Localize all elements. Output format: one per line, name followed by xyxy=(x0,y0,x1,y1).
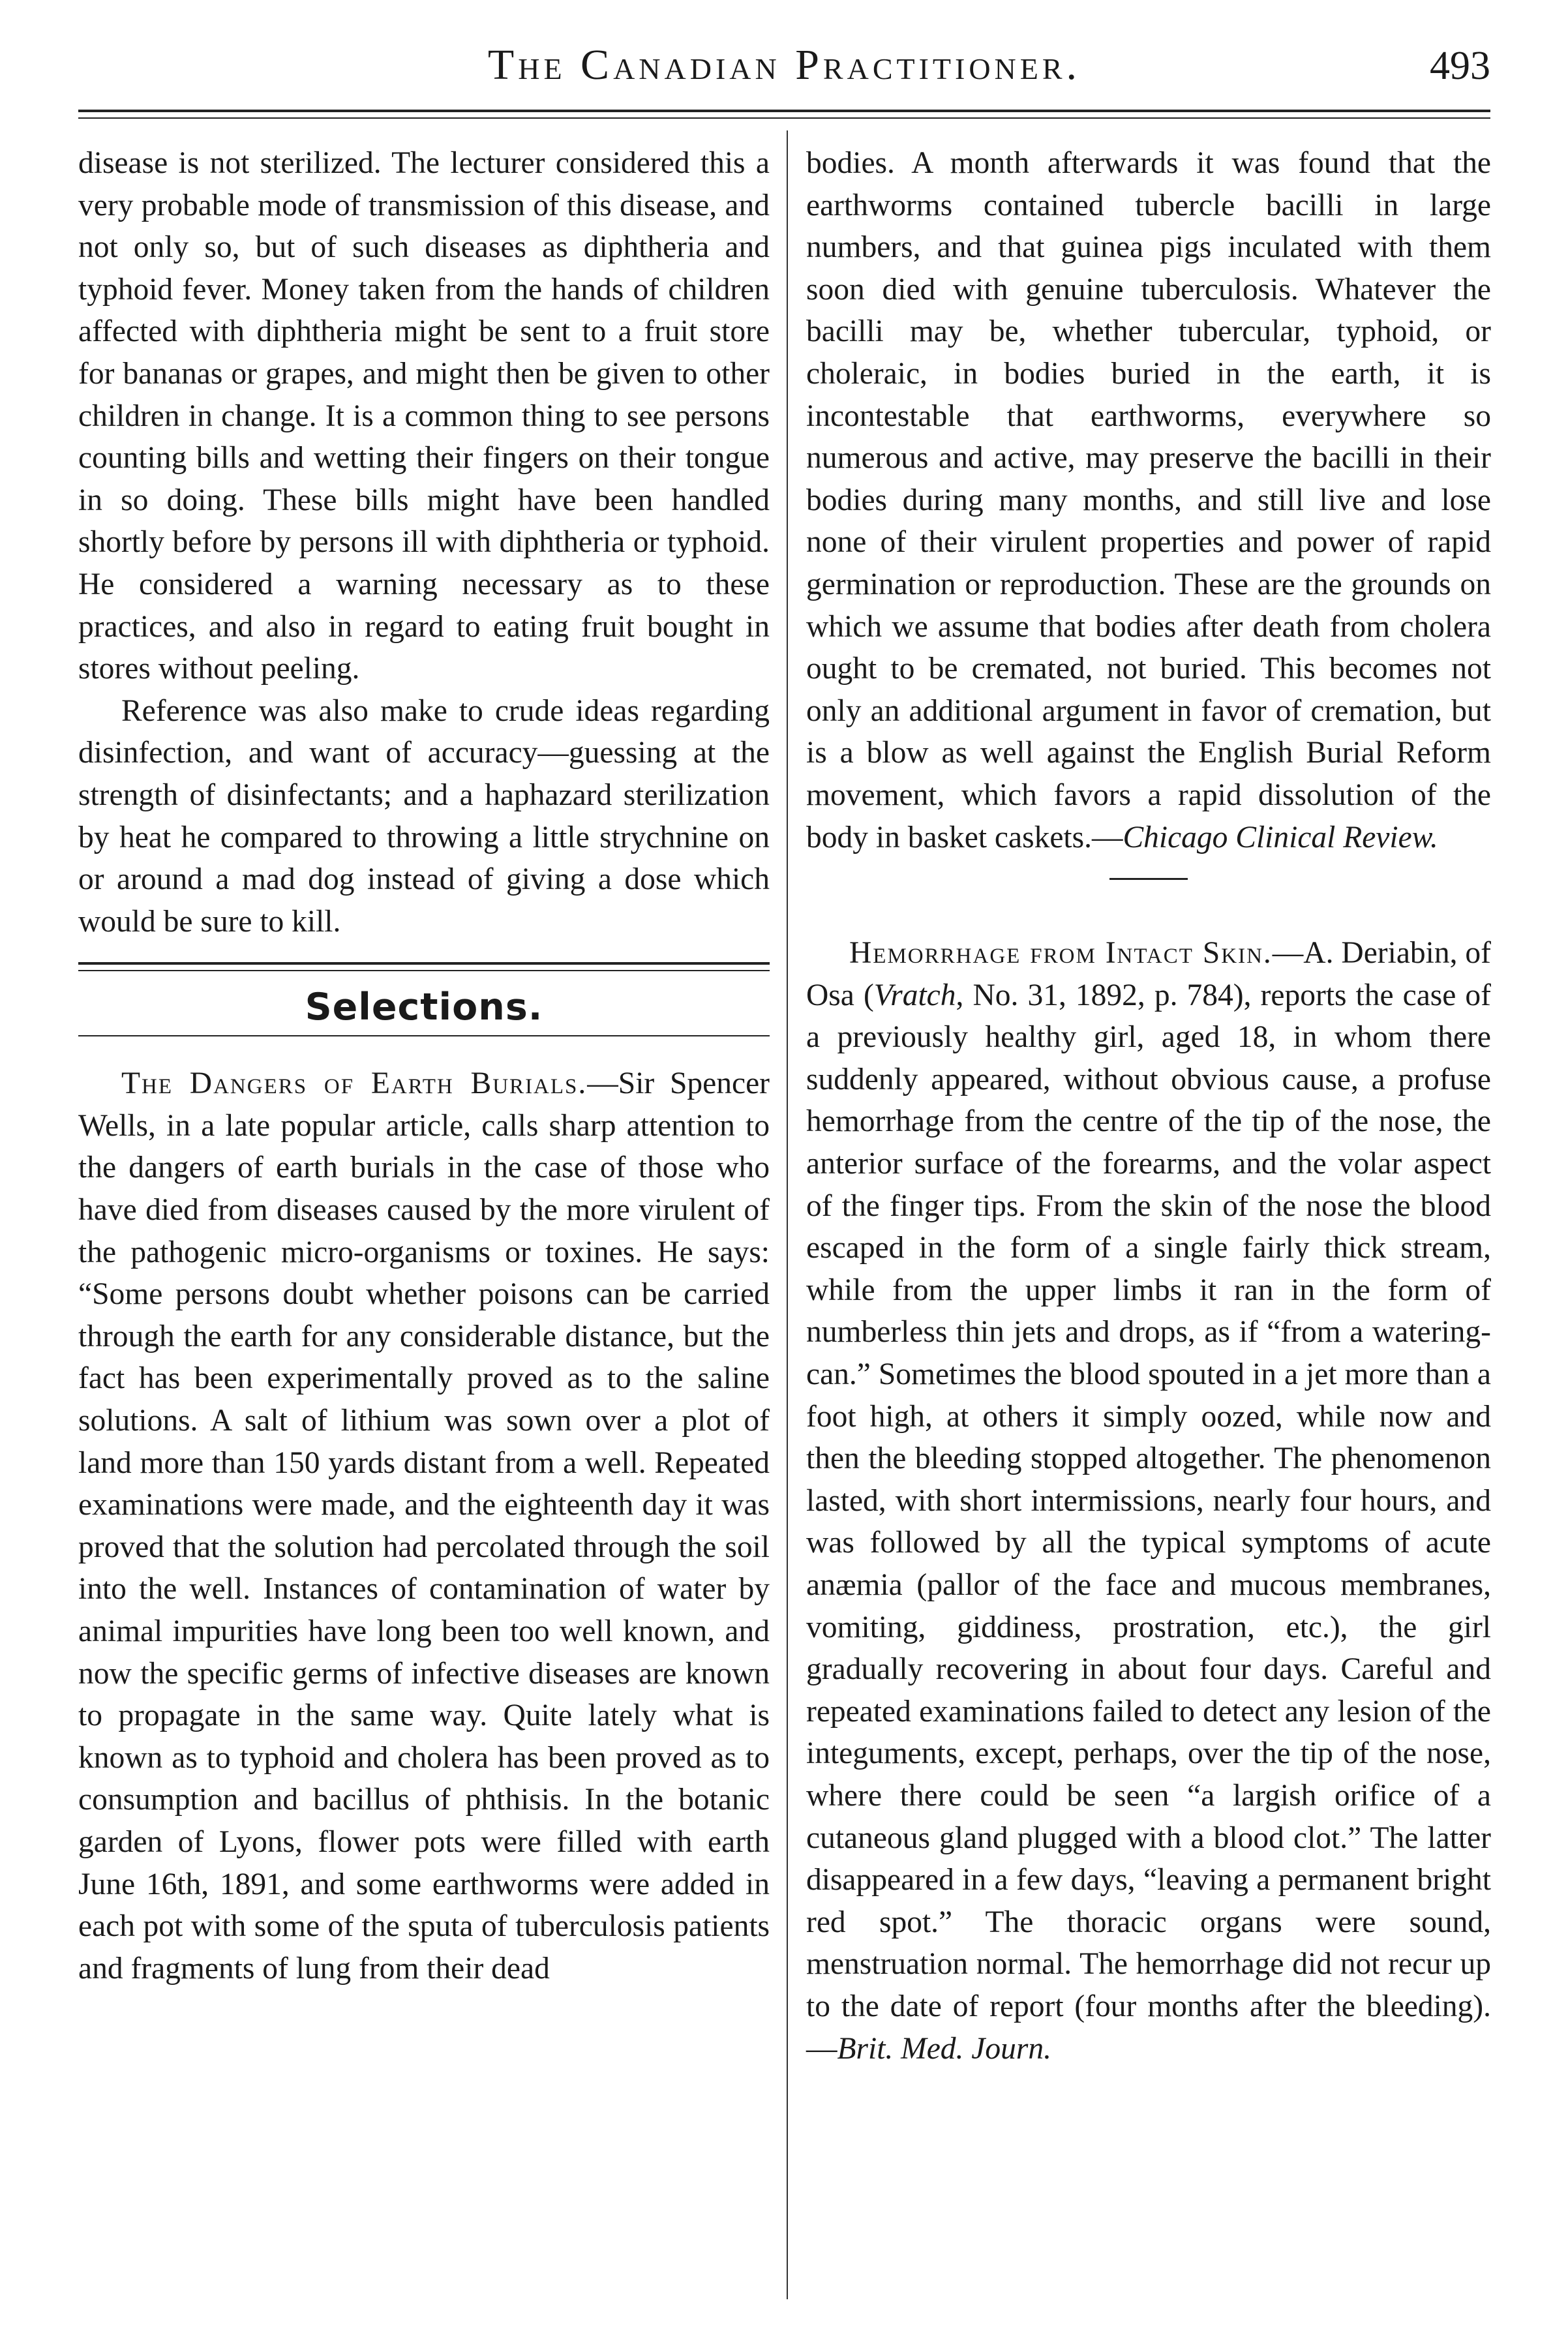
article-body: —Sir Spencer Wells, in a late popular article, calls sharp attention to the dangers of earth burials in the case of those who have died from diseases caused by the more virulent of the pathogenic micro-organisms or toxines. He says: “Some persons doubt whether poisons can be carried through the earth for any considerable distance, but the fact has been experimentally proved as to the saline solutions. A salt of lithium was sown over a plot of land more than 150 yards distant from a well. Repeated examinations were made, and the eighteenth day it was proved that the solution had percolated through the soil into the well. Instances of contamination of water by animal impurities have long been too well known, and now the specific germs of infective diseases are known to propagate in the same way. Quite lately what is known as to typhoid and cholera has been proved as to consumption and bacillus of phthisis. In the botanic garden of Lyons, flower pots were filled with earth June 16th, 1891, and some earthworms were added in each pot with some of the sputa of tuberculosis patients and fragments of lung from their dead xyxy=(78,1066,770,1986)
paragraph-disinfection: Reference was also make to crude ideas regarding disinfection, and want of accuracy—guessing at the strength of disinfectants; and a haphazard sterilization by heat he compared to throwing a little strychnine on or around a mad dog instead of giving a dose which would be sure to kill. xyxy=(78,693,770,939)
article-earth-burials xyxy=(78,1063,770,1989)
article-source: Brit. Med. Journ. xyxy=(837,2031,1051,2066)
header-rule-thin xyxy=(78,117,1490,119)
header-rule-thick xyxy=(78,110,1490,112)
article-earth-burials-continued xyxy=(806,142,1491,858)
running-head xyxy=(78,40,1490,99)
article-source: Chicago Clinical Review. xyxy=(1123,820,1438,854)
section-rule-top-thin xyxy=(78,970,770,971)
running-title: The Canadian Practitioner. xyxy=(487,41,1081,89)
article-heading: The Dangers of Earth Burials. xyxy=(121,1066,588,1101)
column-divider xyxy=(787,130,788,2299)
paragraph-disease-transmission: disease is not sterilized. The lecturer considered this a very probable mode of transmission of this disease, and not only so, but of such diseases as diphtheria and typhoid fever. Money taken from the hands of children affected with diphtheria might be sent to a fruit store for bananas or grapes, and might then be given to other children in change. It is a common thing to see persons counting bills and wetting their fingers on their tongue in so doing. These bills might have been handled shortly before by persons ill with diphtheria or typhoid. He considered a warning necessary as to these practices, and also in regard to eating fruit bought in stores without peeling. xyxy=(78,146,770,686)
section-rule-top-thick xyxy=(78,962,770,965)
left-column xyxy=(78,142,770,1989)
article-hemorrhage xyxy=(806,932,1491,2070)
citation-journal: Vratch xyxy=(873,978,956,1012)
article-body: bodies. A month afterwards it was found that the earthworms contained tubercle bacilli in large numbers, and that guinea pigs inculated with them soon died with genuine tuberculosis. Whatever the bacilli may be, whether tubercular, typhoid, or choleraic, in bodies buried in the earth, it is incontestable that earthworms, everywhere so numerous and active, may preserve the bacilli in their bodies during many months, and still live and lose none of their virulent properties and power of rapid germination or reproduction. These are the grounds on which we assume that bodies after death from cholera ought to be cremated, not buried. This becomes not only an additional argument in favor of cremation, but is a blow as well against the English Burial Reform movement, which favors a rapid dissolution of the body in basket caskets.— xyxy=(806,146,1491,854)
right-column xyxy=(806,142,1491,2070)
section-rule-bottom xyxy=(78,1035,770,1036)
article-intro: —A. Deriabin, of Osa ( xyxy=(806,936,1491,1012)
article-heading: Hemorrhage from Intact Skin. xyxy=(849,936,1273,971)
section-title: Selections. xyxy=(305,986,543,1029)
article-separator xyxy=(1109,878,1188,880)
page-number: 493 xyxy=(1430,44,1490,88)
article-body: , No. 31, 1892, p. 784), reports the case of a previously healthy girl, aged 18, in whom there suddenly appeared, without obvious cause, a profuse hemorrhage from the centre of the tip of the nose, the anterior surface of the forearms, and the volar aspect of the finger tips. From the skin of the nose the blood escaped in the form of a single fairly thick stream, while from the upper limbs it ran in the form of numberless thin jets and drops, as if “from a watering-can.” Sometimes the blood spouted in a jet more than a foot high, at others it simply oozed, while now and then the bleeding stopped altogether. The phenomenon lasted, with short intermissions, nearly four hours, and was followed by all the typical symptoms of acute anæmia (pallor of the face and mucous membranes, vomiting, giddiness, prostration, etc.), the girl gradually recovering in about four days. Careful and repeated examinations failed to detect any lesion of the integuments, except, perhaps, over the tip of the nose, where there could be seen “a largish orifice of a cutaneous gland plugged with a blood clot.” The latter disappeared in a few days, “leaving a permanent bright red spot.” The thoracic organs were sound, menstruation normal. The hemorrhage did not recur up to the date of report (four months after the bleeding).— xyxy=(806,978,1491,2066)
